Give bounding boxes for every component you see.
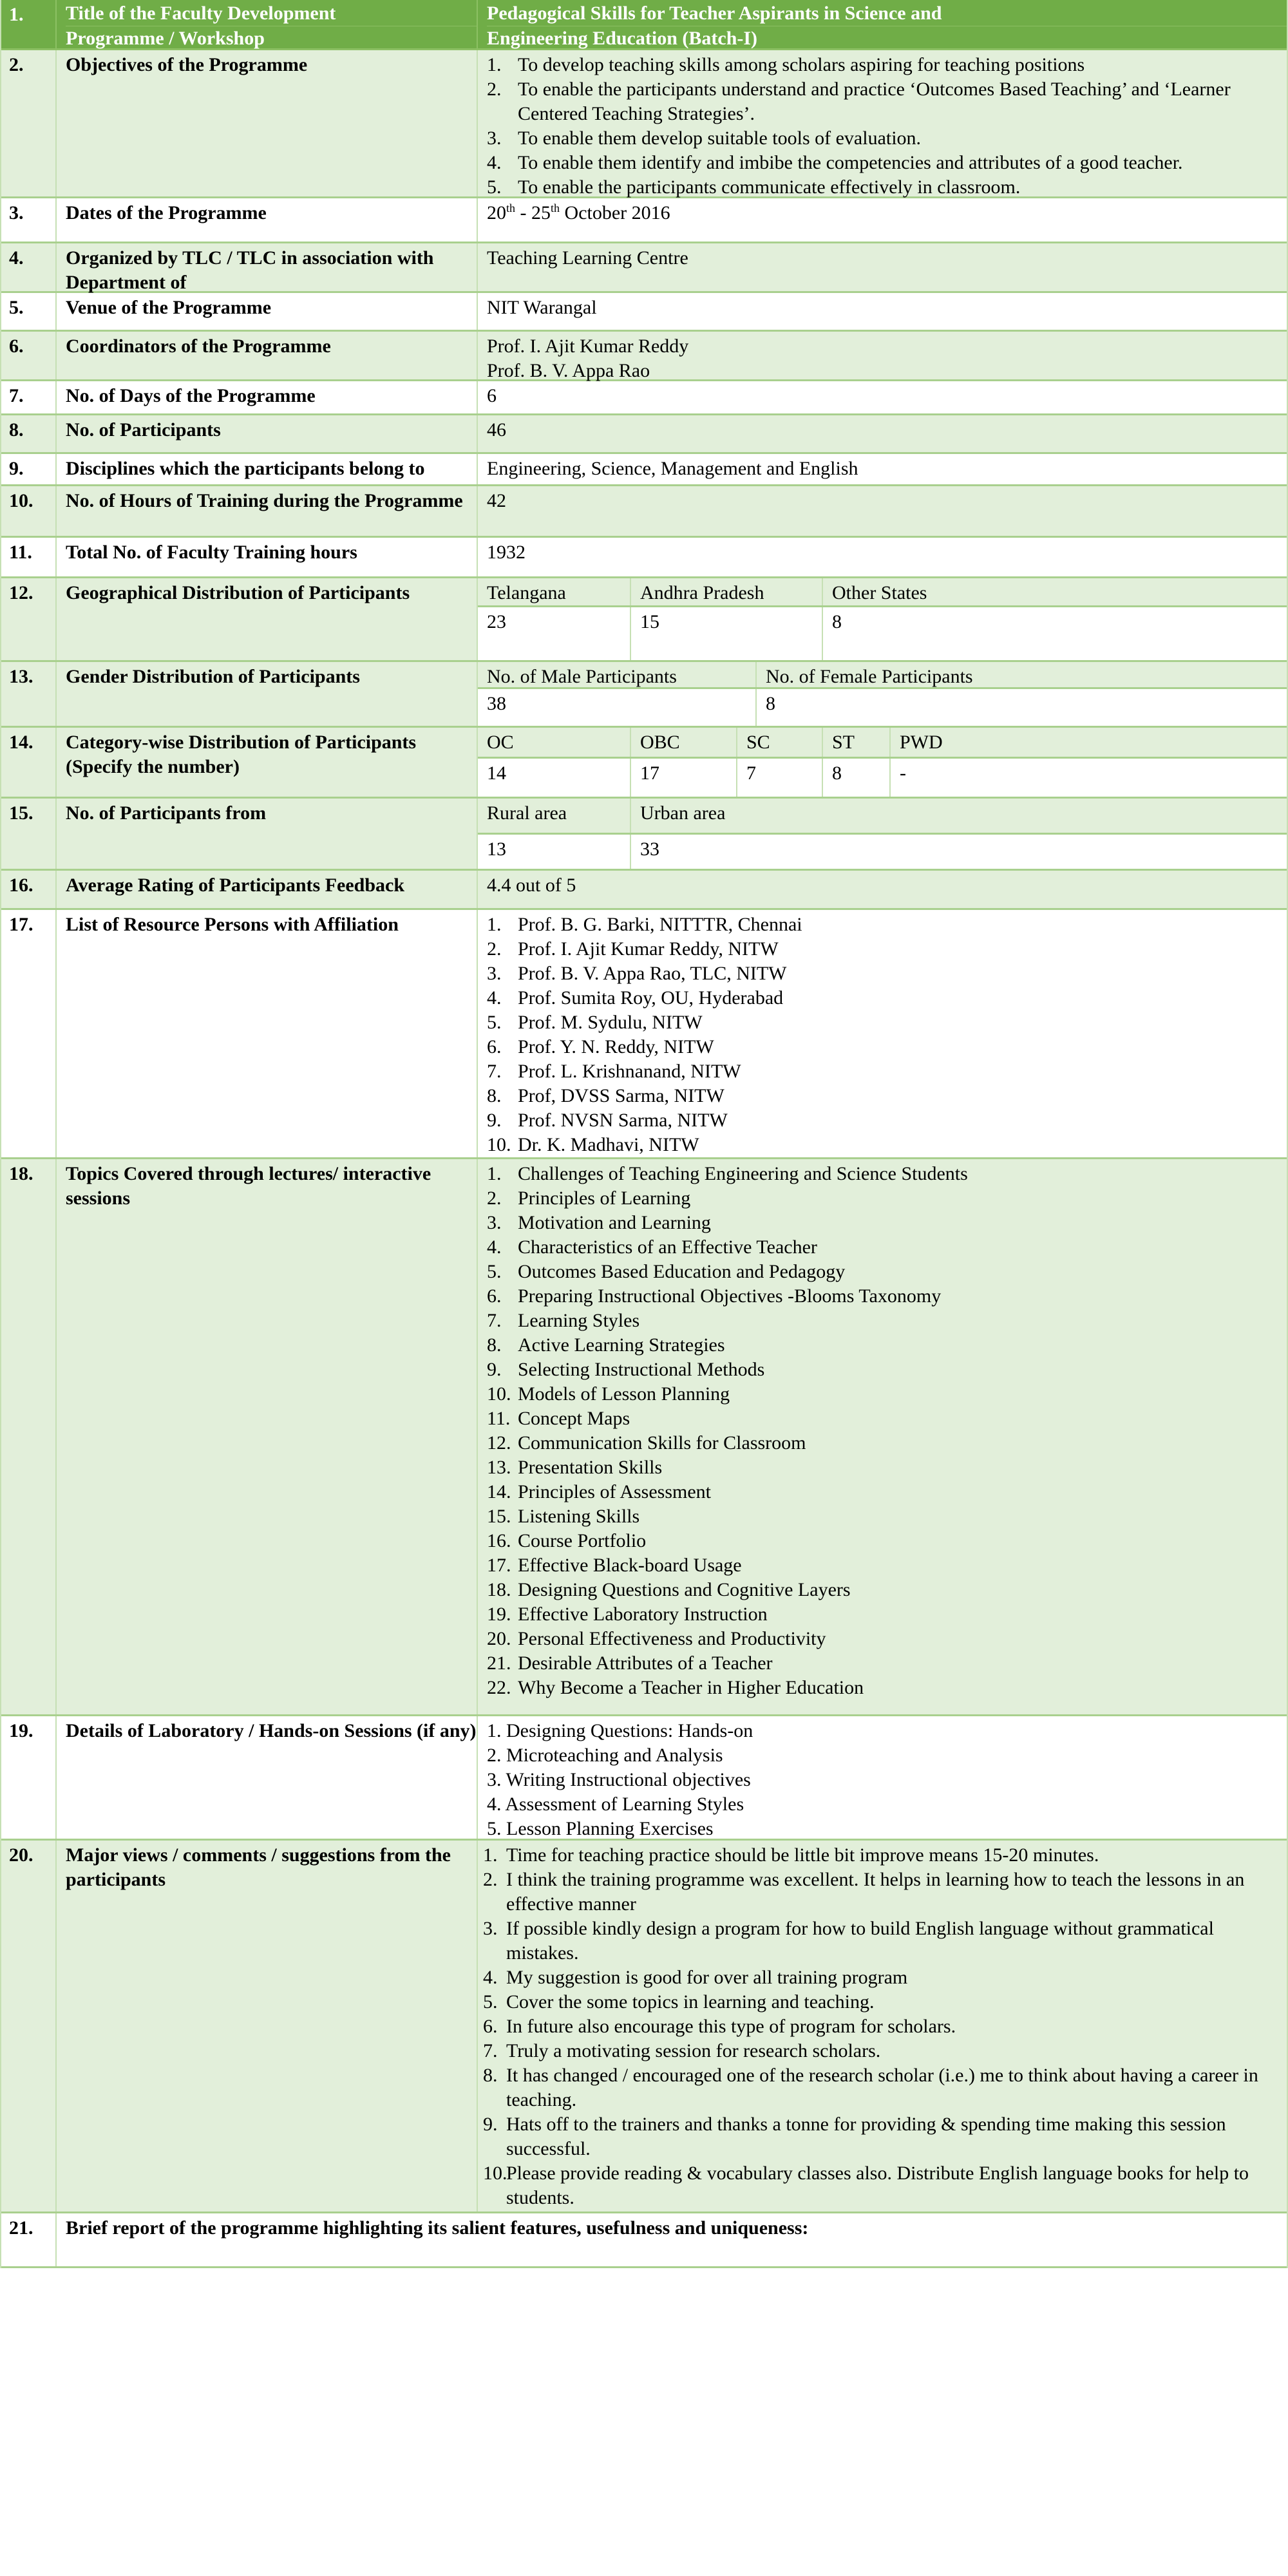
row-label: Disciplines which the participants belong to [57,454,478,484]
list-item [487,1333,1288,1358]
venue-value: NIT Warangal [487,297,597,318]
objectives-ol [487,53,1275,200]
list-item-number: 4. [487,152,502,173]
table-row-feedback [0,1841,1288,2213]
list-item-text: Active Learning Strategies [518,1334,725,1356]
row-number: 11. [0,538,57,576]
list-item-number: 10. [487,1134,511,1155]
list-item-text: Communication Skills for Classroom [518,1432,806,1454]
topics-list [478,1159,1288,1714]
list-item [487,175,1275,200]
coordinators-value [478,332,1288,379]
list-item: 1. Designing Questions: Hands-on [487,1720,753,1741]
list-item-number: 7. [487,1310,502,1331]
date-separator: - 25 [515,202,551,223]
list-item-number: 3. [487,128,502,149]
table-row-objectives [0,50,1288,198]
list-item [483,1917,1278,1965]
list-item [483,1990,1278,2014]
row-number: 4. [0,243,57,291]
header-oc: OC [478,728,631,757]
value-telangana: 23 [478,607,631,660]
list-item [483,1965,1278,1990]
row-number: 12. [0,578,57,660]
list-item-number: 22. [487,1677,511,1698]
title-line: Engineering Education (Batch-I) [487,26,1288,51]
list-item-number: 12. [487,1432,511,1454]
row-label: Coordinators of the Programme [57,332,478,379]
subtable-header [478,662,1288,689]
list-item: 3. Writing Instructional objectives [487,1769,751,1790]
list-item-text: I think the training programme was excellent. It helps in learning how to teach the lessons in an effective manner [506,1869,1245,1915]
list-item-number: 9. [483,2114,498,2135]
header-andhra-pradesh: Andhra Pradesh [631,578,823,605]
list-item [487,1035,1288,1059]
list-item [487,913,1288,937]
list-item [487,77,1275,126]
header-female: No. of Female Participants [766,666,973,687]
list-item [487,1382,1288,1406]
row-label: Topics Covered through lectures/ interactive sessions [57,1159,478,1714]
row-label: Total No. of Faculty Training hours [57,538,478,576]
row-label: List of Resource Persons with Affiliation [57,910,478,1157]
value-female: 8 [766,693,775,714]
list-item-number: 8. [487,1085,502,1106]
programme-title [478,0,1288,48]
list-item-text: Course Portfolio [518,1530,647,1551]
value-male: 38 [478,689,757,726]
table-row-training-hours [0,486,1288,538]
table-border-left [0,0,1,2268]
list-item [487,1455,1288,1480]
list-item [487,1010,1288,1035]
header-telangana: Telangana [478,578,631,605]
row-number: 15. [0,799,57,869]
row-label: Gender Distribution of Participants [57,662,478,726]
list-item [487,1235,1288,1260]
list-item [487,1211,1288,1235]
list-item [487,937,1288,961]
title-line: Pedagogical Skills for Teacher Aspirants in Science and [487,3,942,24]
row-number: 8. [0,415,57,452]
list-item-text: Motivation and Learning [518,1212,711,1233]
table-row-title [0,0,1288,50]
list-item-text: To enable the participants understand and practice ‘Outcomes Based Teaching’ and ‘Learner Centered Teaching Strategies’. [518,79,1231,124]
table-row-organizer [0,243,1288,293]
list-item-number: 1. [487,914,502,935]
header-rural: Rural area [478,799,631,833]
list-item-text: Models of Lesson Planning [518,1383,730,1405]
list-item-number: 19. [487,1604,511,1625]
row-label: Category-wise Distribution of Participants (Specify the number) [57,728,478,797]
list-item-number: 3. [487,1212,502,1233]
list-item [487,1431,1288,1455]
list-item [483,2161,1278,2210]
subtable-values [478,689,1288,726]
gender-subtable [478,662,1288,726]
list-item-number: 20. [487,1628,511,1649]
row-number: 1. [0,0,57,48]
table-row-rating [0,871,1288,910]
list-item [487,1358,1288,1382]
list-item-number: 1. [483,1844,498,1866]
header-male: No. of Male Participants [478,662,757,687]
topics-ol [487,1162,1288,1700]
list-item-text: Listening Skills [518,1506,640,1527]
list-item-text: Hats off to the trainers and thanks a tonne for providing & spending time making this session successful. [506,2114,1226,2159]
list-item [487,961,1288,986]
row-number: 3. [0,198,57,242]
list-item-text: Prof. B. V. Appa Rao, TLC, NITW [518,963,787,984]
list-item-number: 4. [483,1967,498,1988]
row-number: 10. [0,486,57,536]
row-number: 9. [0,454,57,484]
list-item-text: Prof. L. Krishnanand, NITW [518,1061,741,1082]
row-label: Organized by TLC / TLC in association with Department of [57,243,478,291]
row-label: No. of Hours of Training during the Programme [57,486,478,536]
list-item [487,1284,1288,1309]
list-item [487,1553,1288,1578]
list-item-number: 7. [483,2040,498,2061]
list-item [487,1186,1288,1211]
row-number: 21. [0,2213,57,2266]
list-item-text: Prof. Y. N. Reddy, NITW [518,1036,714,1057]
list-item [487,53,1275,77]
list-item-text: Prof. Sumita Roy, OU, Hyderabad [518,987,784,1009]
list-item-number: 5. [483,1991,498,2012]
list-item-text: Outcomes Based Education and Pedagogy [518,1261,846,1282]
list-item-text: My suggestion is good for over all training program [506,1967,908,1988]
list-item [487,1108,1288,1133]
list-item-text: Presentation Skills [518,1457,663,1478]
list-item-number: 21. [487,1653,511,1674]
list-item [487,1309,1288,1333]
list-item [487,1529,1288,1553]
value-st: 8 [823,759,891,797]
list-item-number: 10. [487,1383,511,1405]
value-other-states: 8 [832,611,842,632]
list-item-text: Desirable Attributes of a Teacher [518,1653,773,1674]
list-item-text: To enable them develop suitable tools of evaluation. [518,128,922,149]
list-item-text: Designing Questions and Cognitive Layers [518,1579,851,1600]
table-row-gender [0,662,1288,728]
list-item [487,1162,1288,1186]
ordinal-suffix: th [551,202,560,214]
lab-sessions-list [478,1716,1288,1839]
category-subtable [478,728,1288,797]
list-item-number: 5. [487,1261,502,1282]
list-item-number: 8. [483,2065,498,2086]
row-label: Brief report of the programme highlighting its salient features, usefulness and uniqueness: [66,2217,809,2239]
row-number: 14. [0,728,57,797]
list-item-number: 7. [487,1061,502,1082]
row-label [57,0,478,48]
list-item-text: Selecting Instructional Methods [518,1359,765,1380]
list-item [483,2112,1278,2161]
label-line: Title of the Faculty Development [66,3,336,24]
subtable-values [478,835,1288,869]
row-number: 2. [0,50,57,196]
list-item-text: Effective Laboratory Instruction [518,1604,768,1625]
table-row-days [0,381,1288,415]
list-item [487,126,1275,151]
list-item-number: 11. [487,1408,511,1429]
table-row-total-hours [0,538,1288,578]
list-item [487,1504,1288,1529]
list-item-text: Preparing Instructional Objectives -Blooms Taxonomy [518,1285,942,1307]
list-item-text: Principles of Assessment [518,1481,711,1502]
list-item-number: 2. [487,79,502,100]
row-number: 20. [0,1841,57,2211]
list-item-text: Principles of Learning [518,1188,691,1209]
list-item-number: 10. [483,2163,507,2184]
list-item-text: Please provide reading & vocabulary classes also. Distribute English language books for help to students. [506,2163,1249,2208]
coordinator-name: Prof. I. Ajit Kumar Reddy [487,336,689,357]
list-item [483,1868,1278,1917]
row-number: 19. [0,1716,57,1839]
header-sc: SC [737,728,823,757]
row-label: Dates of the Programme [57,198,478,242]
list-item-text: Time for teaching practice should be little bit improve means 15-20 minutes. [506,1844,1099,1866]
header-obc: OBC [631,728,737,757]
row-label: Objectives of the Programme [57,50,478,196]
resource-persons-list [478,910,1288,1157]
objectives-list [478,50,1288,196]
table-row-topics [0,1159,1288,1716]
value-sc: 7 [737,759,823,797]
list-item-text: If possible kindly design a program for how to build English language without grammatical mistakes. [506,1918,1214,1964]
total-hours-value: 1932 [487,542,526,563]
list-item-text: To develop teaching skills among scholars aspiring for teaching positions [518,54,1085,75]
training-hours-value: 42 [487,490,506,511]
date-start: 20 [487,202,506,223]
row-label: Major views / comments / suggestions from the participants [57,1841,478,2211]
list-item-text: To enable them identify and imbibe the competencies and attributes of a good teacher. [518,152,1183,173]
subtable-values [478,759,1288,797]
participants-value: 46 [487,419,506,440]
list-item-number: 2. [487,1188,502,1209]
list-item-number: 9. [487,1110,502,1131]
list-item-text: Prof, DVSS Sarma, NITW [518,1085,724,1106]
header-st: ST [823,728,891,757]
value-pwd: - [900,762,906,784]
list-item-number: 16. [487,1530,511,1551]
feedback-list [478,1841,1288,2211]
table-row-dates [0,198,1288,243]
list-item [487,1578,1288,1602]
list-item [487,1084,1288,1108]
value-andhra-pradesh: 15 [631,607,823,660]
row-number: 13. [0,662,57,726]
list-item [487,1651,1288,1676]
row-label: No. of Days of the Programme [57,381,478,413]
list-item-number: 15. [487,1506,511,1527]
list-item-text: Prof. M. Sydulu, NITW [518,1012,703,1033]
table-row-geography [0,578,1288,662]
list-item [487,1133,1288,1157]
list-item-number: 3. [487,963,502,984]
header-urban: Urban area [640,802,726,824]
list-item [487,986,1288,1010]
list-item-text: Effective Black-board Usage [518,1555,742,1576]
list-item-text: Prof. B. G. Barki, NITTTR, Chennai [518,914,802,935]
list-item-number: 6. [487,1036,502,1057]
header-pwd: PWD [900,732,943,753]
table-row-category [0,728,1288,799]
list-item-text: In future also encourage this type of program for scholars. [506,2016,956,2037]
programme-dates [478,198,1288,242]
row-number: 17. [0,910,57,1157]
rating-value: 4.4 out of 5 [487,875,576,896]
list-item-text: Truly a motivating session for research scholars. [506,2040,881,2061]
subtable-values [478,607,1288,660]
list-item-text: Prof. NVSN Sarma, NITW [518,1110,728,1131]
value-urban: 33 [640,838,659,860]
geography-subtable [478,578,1288,660]
row-number: 7. [0,381,57,413]
table-row-area [0,799,1288,871]
table-row-resource-persons [0,910,1288,1159]
list-item-text: To enable the participants communicate effectively in classroom. [518,176,1021,198]
list-item-number: 6. [487,1285,502,1307]
list-item-number: 5. [487,1012,502,1033]
table-row-lab-sessions [0,1716,1288,1841]
label-line: Programme / Workshop [66,26,477,51]
value-obc: 17 [631,759,737,797]
list-item [487,1059,1288,1084]
subtable-header [478,578,1288,607]
list-item [487,151,1275,175]
row-number: 16. [0,871,57,908]
table-row-participants [0,415,1288,454]
list-item [487,1676,1288,1700]
organizer-value: Teaching Learning Centre [487,247,688,269]
list-item-text: Prof. I. Ajit Kumar Reddy, NITW [518,938,779,960]
list-item-text: Why Become a Teacher in Higher Education [518,1677,864,1698]
table-row-coordinators [0,332,1288,381]
row-label: Geographical Distribution of Participants [57,578,478,660]
list-item: 5. Lesson Planning Exercises [487,1818,714,1839]
list-item [483,1843,1278,1868]
list-item-number: 3. [483,1918,498,1939]
row-label: Details of Laboratory / Hands-on Sessions (if any) [57,1716,478,1839]
row-label: Average Rating of Participants Feedback [57,871,478,908]
list-item-text: Concept Maps [518,1408,630,1429]
value-rural: 13 [478,835,631,869]
resource-persons-ol [487,913,1288,1157]
row-label: Venue of the Programme [57,293,478,330]
list-item: 4. Assessment of Learning Styles [487,1794,744,1815]
list-item-text: It has changed / encouraged one of the research scholar (i.e.) me to think about having a career in teaching. [506,2065,1258,2110]
date-month-year: October 2016 [560,202,670,223]
list-item-number: 9. [487,1359,502,1380]
list-item-number: 2. [483,1869,498,1890]
subtable-header [478,799,1288,835]
list-item [487,1602,1288,1627]
area-subtable [478,799,1288,869]
row-number: 18. [0,1159,57,1714]
ordinal-suffix: th [506,202,516,214]
list-item-number: 4. [487,1236,502,1258]
coordinator-name: Prof. B. V. Appa Rao [487,360,650,381]
list-item-number: 4. [487,987,502,1009]
feedback-ol [483,1843,1278,2210]
list-item [483,2063,1278,2112]
list-item: 2. Microteaching and Analysis [487,1745,723,1766]
list-item-number: 2. [487,938,502,960]
list-item-text: Challenges of Teaching Engineering and Science Students [518,1163,968,1184]
list-item [483,2039,1278,2063]
list-item-text: Dr. K. Madhavi, NITW [518,1134,699,1155]
list-item-number: 18. [487,1579,511,1600]
list-item-number: 17. [487,1555,511,1576]
value-oc: 14 [478,759,631,797]
list-item-text: Personal Effectiveness and Productivity [518,1628,826,1649]
table-row-disciplines [0,454,1288,486]
row-number: 5. [0,293,57,330]
row-label: No. of Participants [57,415,478,452]
row-number: 6. [0,332,57,379]
list-item-number: 6. [483,2016,498,2037]
subtable-header [478,728,1288,759]
list-item [487,1260,1288,1284]
list-item-number: 8. [487,1334,502,1356]
list-item-number: 13. [487,1457,511,1478]
list-item-text: Learning Styles [518,1310,640,1331]
list-item-text: Characteristics of an Effective Teacher [518,1236,817,1258]
list-item-number: 5. [487,176,502,198]
list-item [487,1480,1288,1504]
list-item-text: Cover the some topics in learning and teaching. [506,1991,875,2012]
days-value: 6 [487,385,497,406]
list-item-number: 1. [487,1163,502,1184]
list-item [487,1406,1288,1431]
list-item [487,1627,1288,1651]
row-label: No. of Participants from [57,799,478,869]
list-item-number: 1. [487,54,502,75]
list-item-number: 14. [487,1481,511,1502]
table-row-venue [0,293,1288,332]
table-row-brief-report [0,2213,1288,2268]
disciplines-value: Engineering, Science, Management and English [487,458,858,479]
header-other-states: Other States [832,582,927,603]
list-item [483,2014,1278,2039]
